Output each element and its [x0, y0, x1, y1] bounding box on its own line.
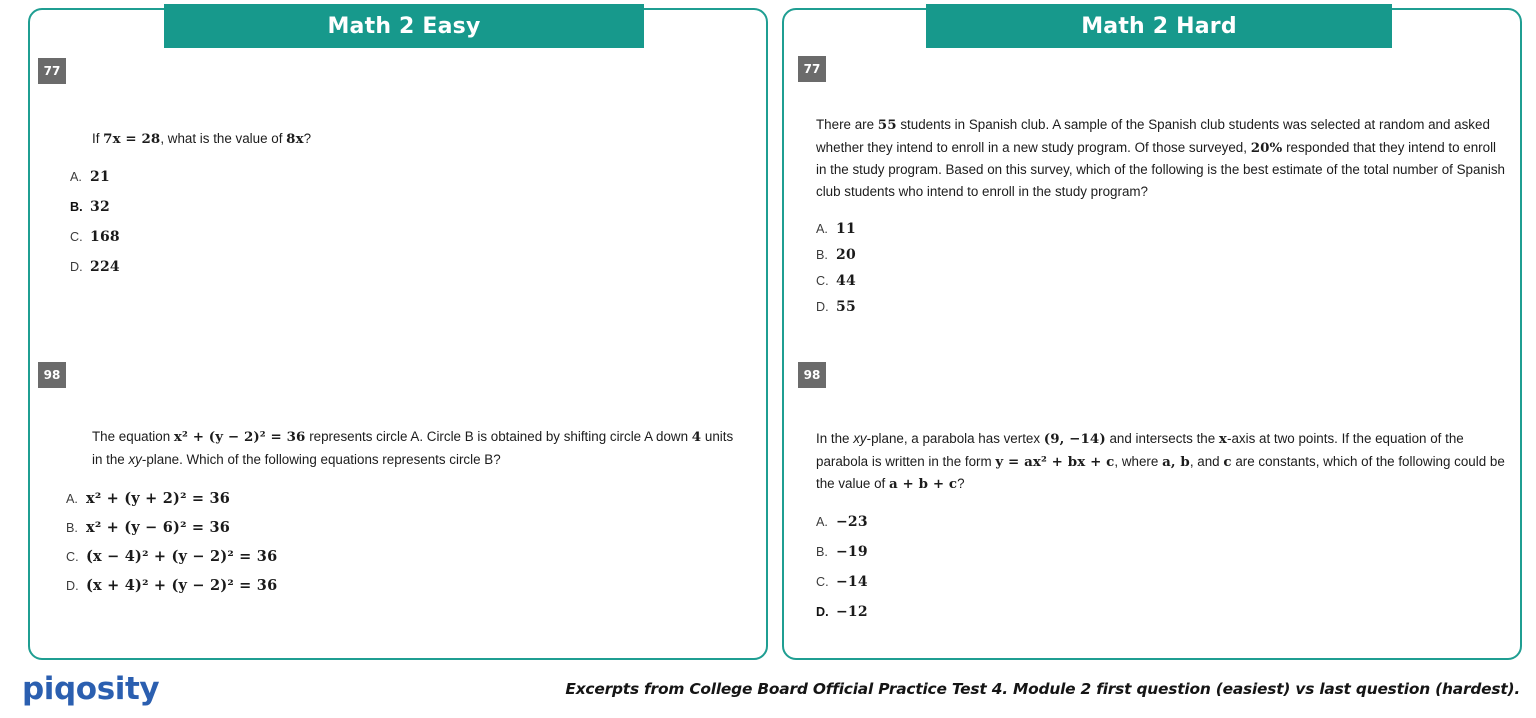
question-stem — [814, 114, 1508, 203]
stem-run: (9, −14) — [1043, 431, 1106, 447]
choice-letter: C. — [816, 273, 829, 288]
stem-run: responded that they intend to enroll in the study program. Based on this survey, which of the following is the best estimate of the total number of Spanish club students who intend to enroll in the study program? — [816, 139, 1505, 200]
stem-run: are constants, which of the following could be the value of — [816, 453, 1505, 492]
answer-choice[interactable] — [66, 548, 746, 565]
footer-source-note: Excerpts from College Board Official Practice Test 4. Module 2 first question (easiest) vs last question (hardest). — [565, 680, 1520, 698]
card-header-banner-easy — [164, 4, 644, 48]
stem-run: -axis at two points. If the equation of the parabola is written in the form — [816, 431, 1464, 469]
stem-run: ? — [957, 476, 965, 492]
page-footer — [0, 660, 1536, 718]
card-math-2-easy — [28, 8, 768, 660]
question-body — [30, 128, 766, 275]
choice-value: 44 — [836, 272, 856, 289]
card-title-hard: Math 2 Hard — [1081, 13, 1237, 39]
question-block-easy-98 — [30, 362, 766, 606]
stem-run: c — [1223, 453, 1232, 470]
stem-run: students in Spanish club. A sample of the Spanish club students was selected at random and asked whether they intend to enroll in a new study program. Of those surveyed, — [816, 117, 1490, 155]
answer-choice[interactable] — [66, 490, 746, 507]
question-number-badge: 77 — [798, 56, 826, 82]
choice-list — [814, 221, 1508, 315]
choice-value: 21 — [90, 168, 110, 185]
choice-value: −12 — [836, 604, 868, 621]
choice-value: 32 — [90, 198, 110, 215]
answer-choice[interactable] — [816, 544, 1508, 560]
card-header-banner-hard — [926, 4, 1392, 48]
choice-letter: B. — [66, 521, 78, 536]
choice-value: (x − 4)² + (y − 2)² = 36 — [86, 548, 278, 566]
answer-choice[interactable] — [816, 273, 1508, 289]
stem-run: and intersects the — [1105, 431, 1219, 446]
choice-letter: D. — [816, 299, 829, 314]
stem-run: xy — [853, 431, 867, 446]
answer-choice[interactable] — [66, 577, 746, 594]
question-number-badge: 98 — [798, 362, 826, 388]
answer-choice[interactable] — [70, 169, 746, 185]
question-stem — [60, 426, 746, 470]
question-body — [30, 426, 766, 594]
choice-letter: D. — [816, 605, 829, 620]
choice-list — [814, 514, 1508, 620]
choice-letter: D. — [70, 259, 83, 274]
question-stem — [60, 128, 746, 151]
choice-letter: A. — [70, 169, 82, 184]
stem-run: There are — [816, 117, 878, 132]
choice-letter: C. — [70, 229, 83, 244]
answer-choice[interactable] — [816, 604, 1508, 620]
stem-run: , and — [1189, 453, 1224, 469]
stem-run: x — [1218, 431, 1227, 447]
choice-value: 55 — [836, 298, 856, 315]
choice-value: x² + (y + 2)² = 36 — [86, 490, 231, 508]
answer-choice[interactable] — [70, 199, 746, 215]
question-number-badge: 98 — [38, 362, 66, 388]
choice-value: −23 — [836, 514, 868, 531]
stem-run: xy — [128, 451, 142, 467]
question-body — [784, 428, 1520, 620]
choice-letter: C. — [816, 575, 829, 590]
stem-run: x² + (y − 2)² = 36 — [173, 429, 306, 445]
stem-run: ? — [303, 131, 312, 146]
choice-letter: B. — [816, 545, 828, 560]
stem-run: 8x — [286, 131, 304, 147]
choice-list — [60, 490, 746, 594]
stem-run: 55 — [877, 117, 897, 133]
stem-run: a, b — [1162, 453, 1190, 470]
question-number-badge: 77 — [38, 58, 66, 84]
card-title-easy: Math 2 Easy — [327, 13, 481, 39]
choice-letter: A. — [816, 221, 828, 236]
choice-letter: B. — [70, 199, 83, 214]
answer-choice[interactable] — [816, 247, 1508, 263]
answer-choice[interactable] — [70, 259, 746, 275]
answer-choice[interactable] — [70, 229, 746, 245]
answer-choice[interactable] — [66, 519, 746, 536]
choice-letter: A. — [816, 515, 828, 530]
choice-value: 11 — [836, 220, 856, 237]
choice-letter: D. — [66, 579, 79, 594]
question-block-hard-77 — [784, 56, 1520, 325]
choice-value: x² + (y − 6)² = 36 — [86, 519, 231, 537]
choice-value: 168 — [90, 228, 120, 245]
stem-run: , what is the value of — [160, 131, 287, 146]
choice-letter: B. — [816, 247, 828, 262]
stem-run: y = ax² + bx + c — [995, 453, 1115, 470]
question-body — [784, 114, 1520, 315]
stem-run: , where — [1114, 453, 1163, 469]
piqosity-logo: piqosity — [22, 671, 160, 707]
choice-letter: C. — [66, 550, 79, 565]
choice-list — [60, 169, 746, 275]
stem-run: -plane. Which of the following equations represents circle B? — [141, 451, 501, 467]
stem-run: 4 — [691, 429, 702, 445]
choice-value: (x + 4)² + (y − 2)² = 36 — [86, 577, 278, 595]
question-block-easy-77 — [30, 58, 766, 289]
stem-run: The equation — [92, 429, 174, 444]
question-stem — [814, 428, 1508, 496]
choice-value: −14 — [836, 574, 868, 591]
answer-choice[interactable] — [816, 221, 1508, 237]
stem-run: -plane, a parabola has vertex — [866, 431, 1044, 446]
choice-value: −19 — [836, 544, 868, 561]
stem-run: If — [92, 131, 104, 146]
card-math-2-hard — [782, 8, 1522, 660]
question-block-hard-98 — [784, 362, 1520, 634]
stem-run: In the — [816, 431, 854, 446]
choice-letter: A. — [66, 492, 78, 507]
stem-run: represents circle A. Circle B is obtained by shifting circle A down — [305, 429, 692, 444]
answer-choice[interactable] — [816, 299, 1508, 315]
stem-run: 20% — [1250, 139, 1283, 156]
answer-choice[interactable] — [816, 574, 1508, 590]
choice-value: 224 — [90, 258, 120, 275]
stem-run: units in the — [92, 429, 734, 467]
choice-value: 20 — [836, 246, 856, 263]
stem-run: 7x = 28 — [103, 131, 161, 147]
stem-run: a + b + c — [888, 476, 958, 493]
answer-choice[interactable] — [816, 514, 1508, 530]
